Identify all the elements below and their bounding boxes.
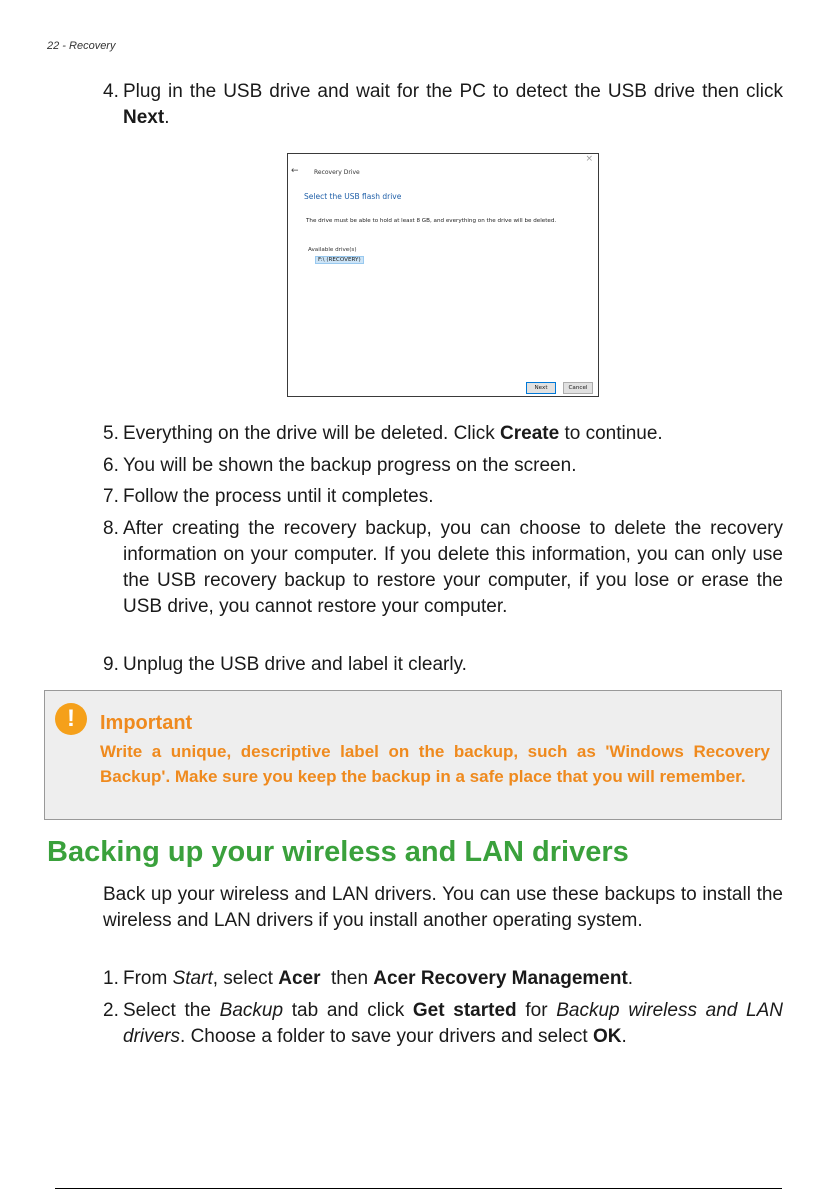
- page-header: 22 - Recovery: [47, 40, 116, 52]
- next-label: Next: [123, 107, 165, 128]
- step-number: 5.: [103, 423, 119, 444]
- step-9: [103, 652, 783, 678]
- warning-icon: !: [55, 703, 87, 735]
- window-title: Recovery Drive: [314, 169, 360, 176]
- callout-title: Important: [100, 712, 193, 734]
- acer-label: Acer: [278, 968, 321, 989]
- step-7: [103, 484, 783, 510]
- step-number: 2.: [103, 1000, 119, 1021]
- step-text: Unplug the USB drive and label it clearly.: [123, 654, 467, 675]
- step-number: 4.: [103, 81, 119, 102]
- next-button[interactable]: Next: [526, 382, 556, 394]
- step-text: From Start, select Acer then Acer Recovery Management.: [123, 968, 634, 989]
- substep-2: [103, 998, 783, 1050]
- step-text: After creating the recovery backup, you can choose to delete the recovery information on your computer. If you delete this information, you can only use the USB recovery backup to restore your computer, if you lose or erase the USB drive, you cannot restore your computer.: [123, 518, 783, 617]
- step-text: Select the Backup tab and click Get started for Backup wireless and LAN drivers. Choose a folder to save your drivers and select OK.: [123, 1000, 784, 1047]
- step-number: 6.: [103, 455, 119, 476]
- back-arrow-icon[interactable]: ←: [291, 166, 299, 176]
- step-number: 7.: [103, 486, 119, 507]
- dialog-description: The drive must be able to hold at least 8 GB, and everything on the drive will be deleted.: [306, 218, 557, 224]
- start-menu-label: Start: [172, 968, 213, 989]
- step-8: [103, 516, 783, 620]
- step-text: Everything on the drive will be deleted. Click Create to continue.: [123, 423, 663, 444]
- backup-drivers-label: Backup wireless and LAN drivers: [123, 1000, 784, 1047]
- callout-text: Write a unique, descriptive label on the backup, such as 'Windows Recovery Backup'. Make sure you keep the backup in a safe place that you will remember.: [100, 742, 770, 786]
- step-6: [103, 453, 783, 479]
- step-4: [103, 79, 783, 131]
- important-callout: [44, 690, 782, 820]
- section-title: Backing up your wireless and LAN drivers: [47, 836, 629, 868]
- step-text: You will be shown the backup progress on the screen.: [123, 455, 577, 476]
- ok-label: OK: [592, 1026, 622, 1047]
- step-number: 9.: [103, 654, 119, 675]
- recovery-drive-screenshot: [287, 153, 599, 397]
- get-started-label: Get started: [412, 1000, 517, 1021]
- step-text: Follow the process until it completes.: [123, 486, 434, 507]
- step-number: 8.: [103, 518, 119, 539]
- create-label: Create: [500, 423, 560, 444]
- step-number: 1.: [103, 968, 119, 989]
- section-intro: Back up your wireless and LAN drivers. You can use these backups to install the wireless and LAN drivers if you install another operating system.: [103, 884, 783, 931]
- footer-divider: [55, 1188, 782, 1189]
- backup-tab-label: Backup: [219, 1000, 284, 1021]
- available-drives-label: Available drive(s): [308, 247, 357, 253]
- cancel-button[interactable]: Cancel: [563, 382, 593, 394]
- step-text: Plug in the USB drive and wait for the PC to detect the USB drive then click Next.: [123, 81, 783, 128]
- drive-list-item[interactable]: F:\ (RECOVERY): [315, 256, 364, 264]
- substep-1: [103, 966, 783, 992]
- acer-recovery-management-label: Acer Recovery Management: [373, 968, 628, 989]
- dialog-heading: Select the USB flash drive: [304, 192, 402, 201]
- close-icon[interactable]: ×: [585, 154, 593, 164]
- step-5: [103, 421, 783, 447]
